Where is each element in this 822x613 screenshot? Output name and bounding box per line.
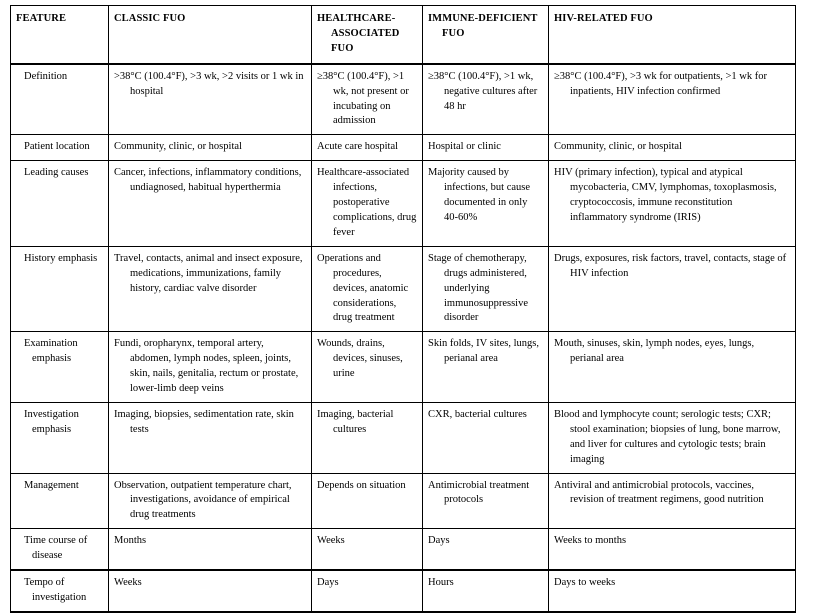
table-row [11, 570, 796, 612]
cell-hiv: HIV (primary infection), typical and atypical mycobacteria, CMV, lymphomas, toxoplasmosis, cryptococcosis, immune reconstitution inflammatory syndrome (IRIS) [549, 161, 796, 247]
cell-immune: Skin folds, IV sites, lungs, perianal area [423, 332, 549, 403]
fuo-comparison-table [10, 5, 796, 613]
cell-healthcare: ≥38°C (100.4°F), >1 wk, not present or incubating on admission [312, 64, 423, 135]
column-header-classic-label: CLASSIC FUO [114, 13, 186, 24]
cell-classic: Imaging, biopsies, sedimentation rate, skin tests [109, 402, 312, 473]
cell-hiv: Weeks to months [549, 529, 796, 570]
table-row [11, 473, 796, 529]
table-row [11, 64, 796, 135]
cell-classic: Months [109, 529, 312, 570]
table-row [11, 332, 796, 403]
table-row [11, 161, 796, 247]
row-feature-label: History emphasis [11, 246, 109, 332]
table-body [11, 64, 796, 612]
cell-healthcare: Days [312, 570, 423, 612]
cell-hiv: Mouth, sinuses, skin, lymph nodes, eyes, lungs, perianal area [549, 332, 796, 403]
row-feature-label: Patient location [11, 135, 109, 161]
cell-classic: Travel, contacts, animal and insect exposure, medications, immunizations, family history, cardiac valve disorder [109, 246, 312, 332]
table-row [11, 402, 796, 473]
cell-healthcare: Weeks [312, 529, 423, 570]
cell-immune: Stage of chemotherapy, drugs administered, underlying immunosuppressive disorder [423, 246, 549, 332]
row-feature-label: Tempo of investigation [11, 570, 109, 612]
table-row [11, 135, 796, 161]
cell-immune: Hospital or clinic [423, 135, 549, 161]
column-header-classic [109, 6, 312, 64]
cell-healthcare: Healthcare-associated infections, postoperative complications, drug fever [312, 161, 423, 247]
cell-immune: CXR, bacterial cultures [423, 402, 549, 473]
table-header [11, 6, 796, 64]
cell-classic: Weeks [109, 570, 312, 612]
cell-classic: Community, clinic, or hospital [109, 135, 312, 161]
column-header-hiv-label: HIV-RELATED FUO [554, 13, 653, 24]
column-header-immune [423, 6, 549, 64]
cell-healthcare: Depends on situation [312, 473, 423, 529]
cell-healthcare: Wounds, drains, devices, sinuses, urine [312, 332, 423, 403]
cell-healthcare: Acute care hospital [312, 135, 423, 161]
cell-classic: >38°C (100.4°F), >3 wk, >2 visits or 1 wk in hospital [109, 64, 312, 135]
cell-immune: Days [423, 529, 549, 570]
row-feature-label: Leading causes [11, 161, 109, 247]
table-row [11, 246, 796, 332]
cell-hiv: Blood and lymphocyte count; serologic tests; CXR; stool examination; biopsies of lung, bone marrow, and liver for cultures and cytologic tests; brain imaging [549, 402, 796, 473]
column-header-healthcare [312, 6, 423, 64]
column-header-healthcare-label: HEALTHCARE-ASSOCIATED FUO [317, 13, 400, 54]
row-feature-label: Time course of disease [11, 529, 109, 570]
cell-immune: Majority caused by infections, but cause documented in only 40-60% [423, 161, 549, 247]
cell-immune: Antimicrobial treatment protocols [423, 473, 549, 529]
cell-classic: Fundi, oropharynx, temporal artery, abdomen, lymph nodes, spleen, joints, skin, nails, genitalia, rectum or prostate, lower-limb deep veins [109, 332, 312, 403]
table-row [11, 529, 796, 570]
cell-hiv: Days to weeks [549, 570, 796, 612]
cell-hiv: Antiviral and antimicrobial protocols, vaccines, revision of treatment regimens, good nutrition [549, 473, 796, 529]
cell-hiv: Community, clinic, or hospital [549, 135, 796, 161]
row-feature-label: Management [11, 473, 109, 529]
row-feature-label: Investigation emphasis [11, 402, 109, 473]
column-header-hiv [549, 6, 796, 64]
cell-healthcare: Imaging, bacterial cultures [312, 402, 423, 473]
cell-immune: ≥38°C (100.4°F), >1 wk, negative cultures after 48 hr [423, 64, 549, 135]
column-header-feature-label: FEATURE [16, 13, 67, 24]
column-header-immune-label: IMMUNE-DEFICIENT FUO [428, 13, 538, 39]
cell-classic: Cancer, infections, inflammatory conditions, undiagnosed, habitual hyperthermia [109, 161, 312, 247]
cell-immune: Hours [423, 570, 549, 612]
cell-hiv: ≥38°C (100.4°F), >3 wk for outpatients, >1 wk for inpatients, HIV infection confirmed [549, 64, 796, 135]
row-feature-label: Definition [11, 64, 109, 135]
column-header-feature [11, 6, 109, 64]
table-header-row [11, 6, 796, 64]
cell-classic: Observation, outpatient temperature chart, investigations, avoidance of empirical drug treatments [109, 473, 312, 529]
cell-healthcare: Operations and procedures, devices, anatomic considerations, drug treatment [312, 246, 423, 332]
cell-hiv: Drugs, exposures, risk factors, travel, contacts, stage of HIV infection [549, 246, 796, 332]
row-feature-label: Examination emphasis [11, 332, 109, 403]
